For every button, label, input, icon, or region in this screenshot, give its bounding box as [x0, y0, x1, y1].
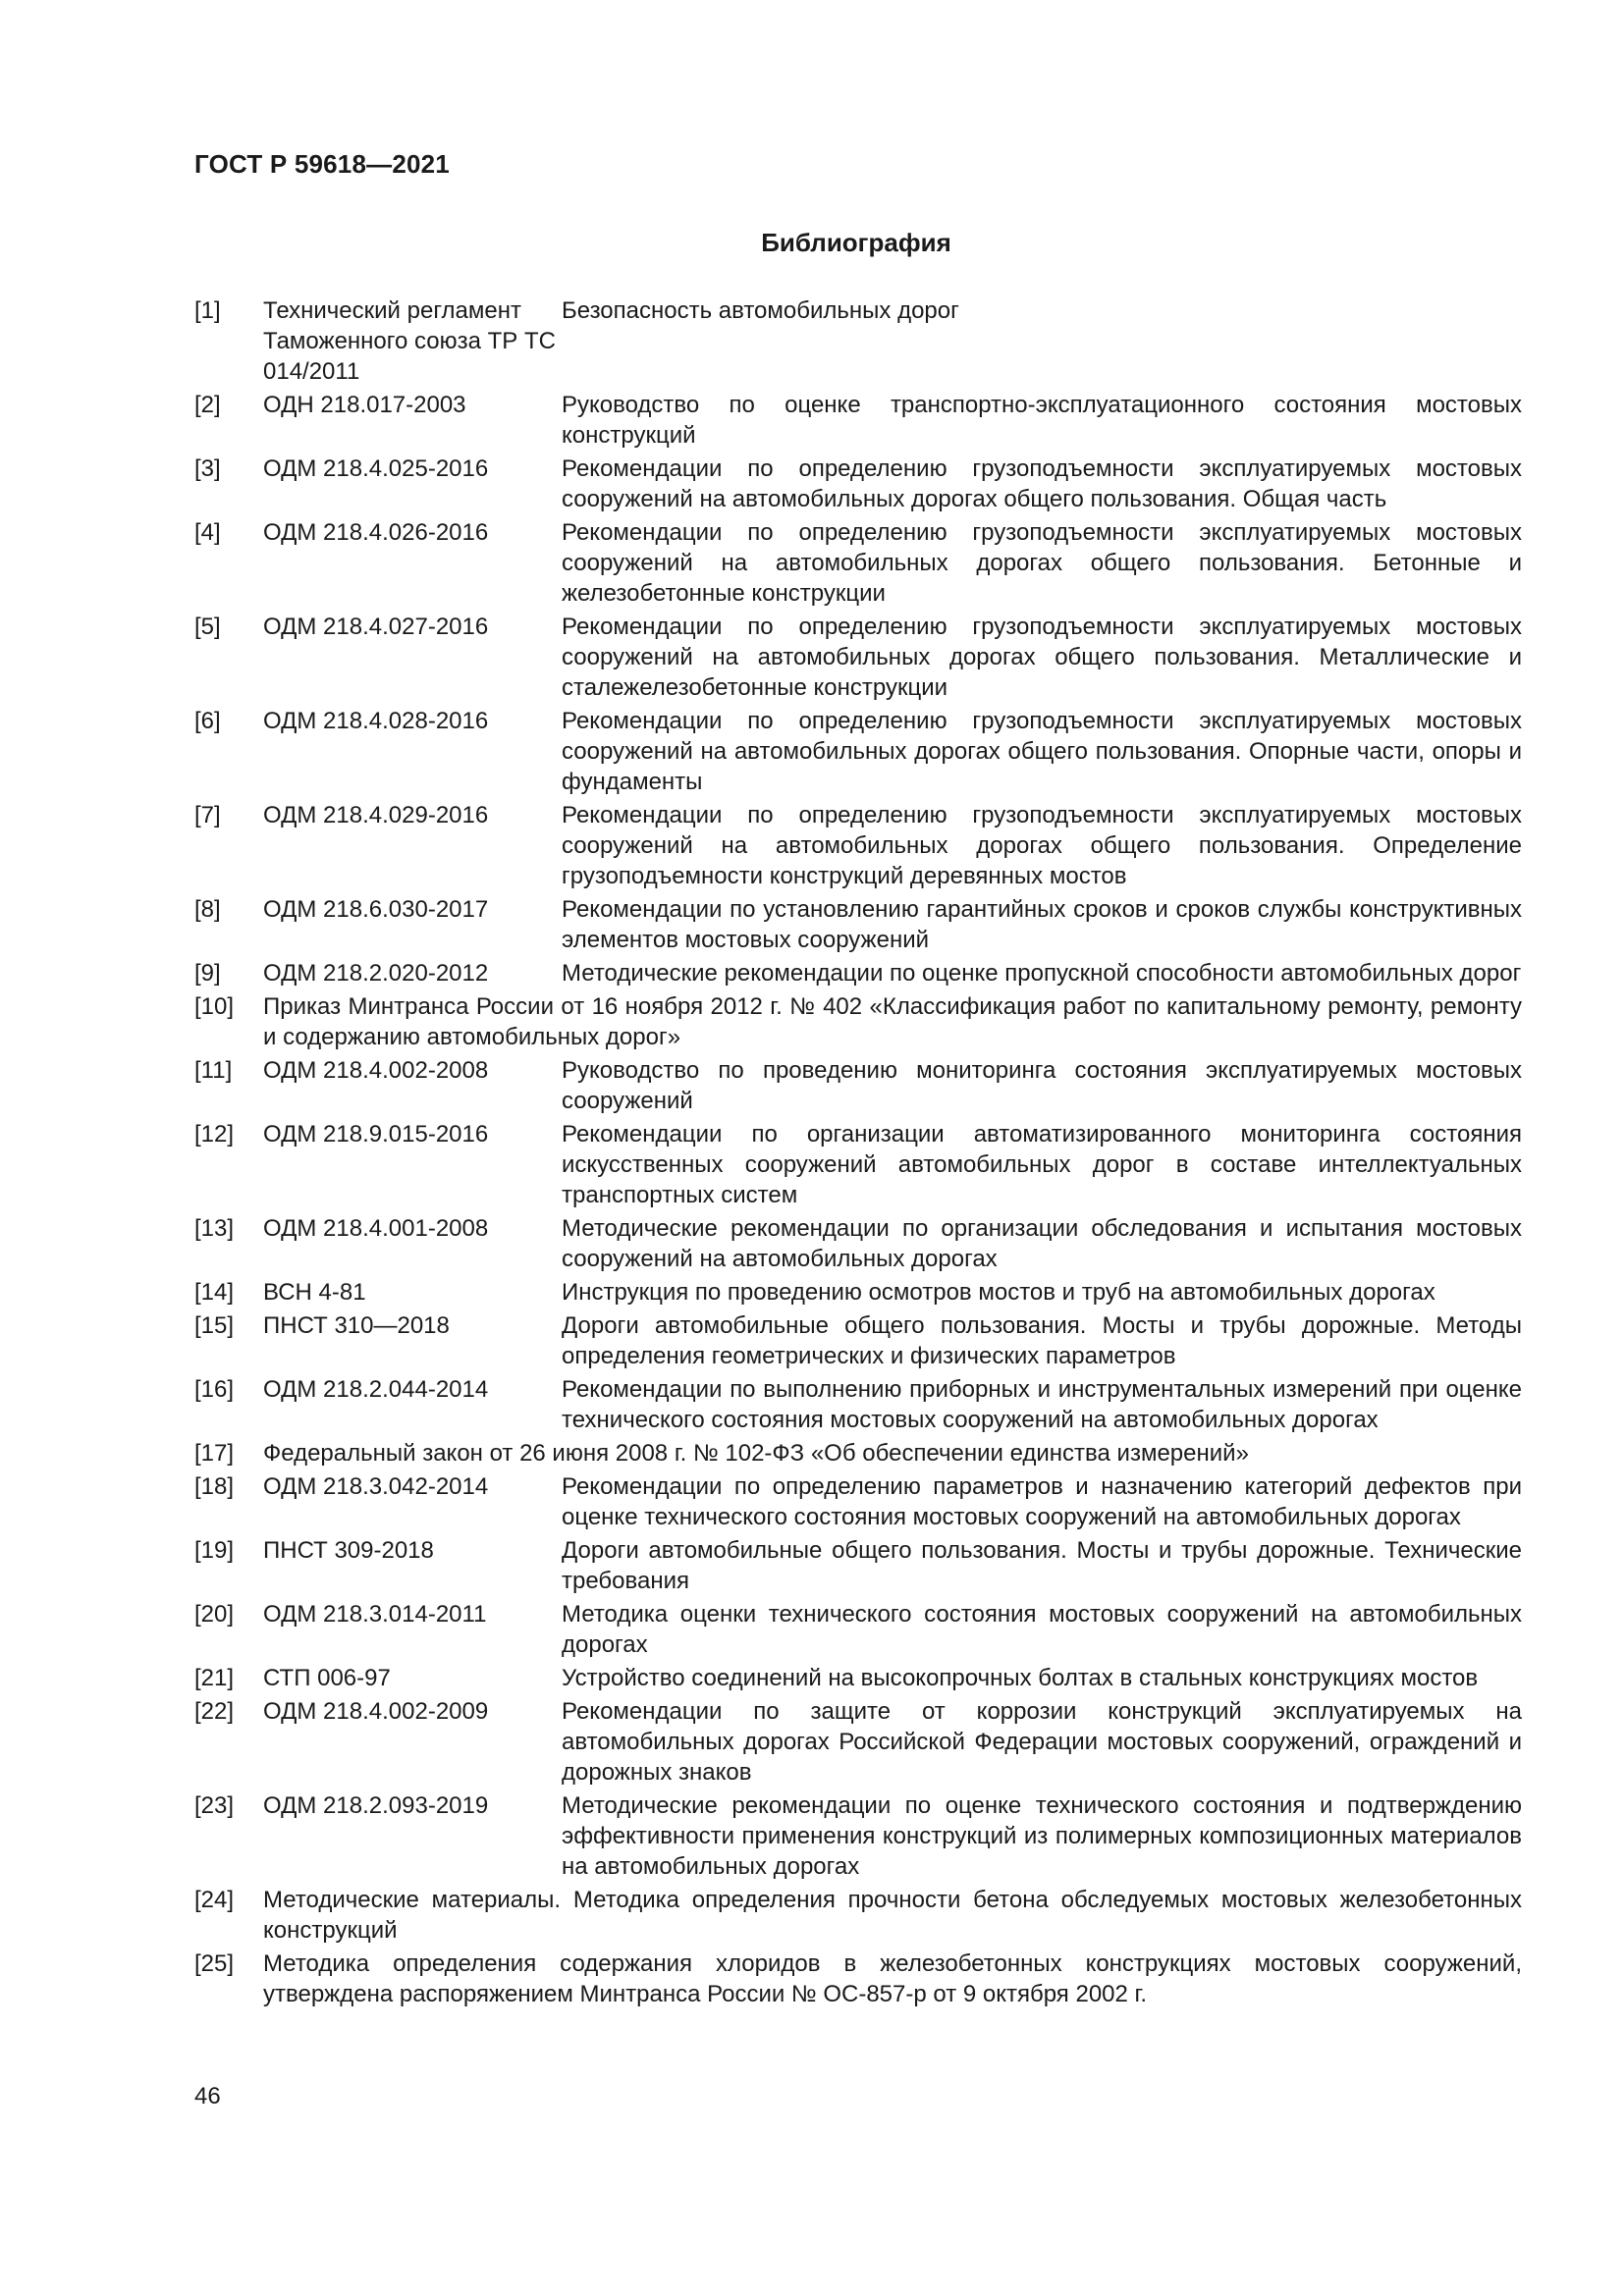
entry-text: Федеральный закон от 26 июня 2008 г. № 102-ФЗ «Об обеспечении единства измерений»: [263, 1440, 1249, 1467]
entry-number: [6]: [194, 708, 221, 734]
entry-number: [4]: [194, 519, 221, 546]
bibliography-entry: [194, 1790, 1522, 1882]
entry-text: Методика определения содержания хлоридов в железобетонных конструкциях мостовых сооружений, утверждена распоряжением Минтранса России № ОС-857-р от 9 октября 2002 г.: [263, 1950, 1522, 2007]
bibliography-entry: [194, 1696, 1522, 1788]
entry-title: Рекомендации по определению грузоподъемности эксплуатируемых мостовых сооружений на автомобильных дорогах общего пользования. Определение грузоподъемности конструкций деревянных мостов: [562, 802, 1522, 889]
entry-text: Методические материалы. Методика определения прочности бетона обследуемых мостовых железобетонных конструкций: [263, 1887, 1522, 1944]
bibliography-entry: [194, 1599, 1522, 1660]
bibliography-entry: [194, 1213, 1522, 1274]
entry-title: Рекомендации по определению грузоподъемности эксплуатируемых мостовых сооружений на автомобильных дорогах общего пользования. Бетонные и железобетонные конструкции: [562, 519, 1522, 607]
entry-number: [10]: [194, 993, 235, 1020]
entry-designation: ОДМ 218.4.027-2016: [263, 614, 489, 640]
entry-designation: СТП 006-97: [263, 1665, 391, 1691]
entry-title: Рекомендации по определению грузоподъемности эксплуатируемых мостовых сооружений на автомобильных дорогах общего пользования. Общая часть: [562, 455, 1522, 512]
entry-title: Рекомендации по определению грузоподъемности эксплуатируемых мостовых сооружений на автомобильных дорогах общего пользования. Опорные части, опоры и фундаменты: [562, 708, 1522, 795]
entry-number: [3]: [194, 455, 221, 482]
entry-designation: ОДМ 218.4.025-2016: [263, 455, 489, 482]
entry-number: [18]: [194, 1473, 235, 1500]
entry-number: [21]: [194, 1665, 235, 1691]
entry-designation: ОДМ 218.4.026-2016: [263, 519, 489, 546]
entry-title: Руководство по проведению мониторинга состояния эксплуатируемых мостовых сооружений: [562, 1057, 1522, 1114]
entry-title: Методические рекомендации по организации обследования и испытания мостовых сооружений на автомобильных дорогах: [562, 1215, 1522, 1272]
entry-title: Дороги автомобильные общего пользования. Мосты и трубы дорожные. Технические требования: [562, 1537, 1522, 1594]
bibliography-entry: [194, 1119, 1522, 1210]
entry-number: [8]: [194, 896, 221, 923]
bibliography-entry: [194, 958, 1522, 988]
entry-number: [24]: [194, 1887, 235, 1913]
bibliography-entry: [194, 991, 1522, 1052]
bibliography-entry: [194, 1310, 1522, 1371]
entry-number: [17]: [194, 1440, 235, 1467]
entry-number: [11]: [194, 1057, 233, 1084]
entry-designation: ОДМ 218.2.020-2012: [263, 960, 489, 987]
bibliography-entry: [194, 612, 1522, 703]
entry-title: Рекомендации по определению параметров и назначению категорий дефектов при оценке технического состояния мостовых сооружений на автомобильных дорогах: [562, 1473, 1522, 1530]
entry-title: Инструкция по проведению осмотров мостов и труб на автомобильных дорогах: [562, 1279, 1435, 1306]
bibliography-entry: [194, 1949, 1522, 2009]
entry-number: [25]: [194, 1950, 235, 1977]
entry-designation: ОДМ 218.4.028-2016: [263, 708, 489, 734]
page-number: 46: [194, 2083, 221, 2109]
entry-title: Руководство по оценке транспортно-эксплуатационного состояния мостовых конструкций: [562, 392, 1522, 449]
bibliography-entry: [194, 1885, 1522, 1946]
document-code: ГОСТ Р 59618—2021: [194, 149, 450, 179]
entry-title: Дороги автомобильные общего пользования. Мосты и трубы дорожные. Методы определения геометрических и физических параметров: [562, 1312, 1522, 1369]
bibliography-entry: [194, 390, 1522, 451]
entry-designation: ОДМ 218.4.001-2008: [263, 1215, 489, 1242]
entry-number: [7]: [194, 802, 221, 828]
bibliography-entry: [194, 706, 1522, 797]
bibliography-list: [194, 295, 1522, 2012]
entry-designation: ОДМ 218.2.044-2014: [263, 1376, 489, 1403]
bibliography-entry: [194, 894, 1522, 955]
bibliography-entry: [194, 800, 1522, 891]
entry-title: Рекомендации по выполнению приборных и инструментальных измерений при оценке технического состояния мостовых сооружений на автомобильных дорогах: [562, 1376, 1522, 1433]
bibliography-entry: [194, 295, 1522, 387]
bibliography-entry: [194, 1438, 1522, 1468]
entry-number: [12]: [194, 1121, 235, 1148]
entry-number: [2]: [194, 392, 221, 418]
entry-number: [15]: [194, 1312, 235, 1339]
entry-designation: Технический регламент Таможенного союза ТР ТС 014/2011: [263, 297, 556, 385]
entry-title: Рекомендации по определению грузоподъемности эксплуатируемых мостовых сооружений на автомобильных дорогах общего пользования. Металлические и сталежелезобетонные конструкции: [562, 614, 1522, 701]
bibliography-entry: [194, 1055, 1522, 1116]
entry-number: [14]: [194, 1279, 235, 1306]
bibliography-entry: [194, 517, 1522, 609]
entry-title: Рекомендации по установлению гарантийных сроков и сроков службы конструктивных элементов мостовых сооружений: [562, 896, 1522, 953]
bibliography-entry: [194, 1663, 1522, 1693]
bibliography-entry: [194, 1277, 1522, 1308]
entry-designation: ОДМ 218.3.014-2011: [263, 1601, 487, 1628]
entry-title: Методические рекомендации по оценке технического состояния и подтверждению эффективности применения конструкций из полимерных композиционных материалов на автомобильных дорогах: [562, 1792, 1522, 1880]
bibliography-entry: [194, 1535, 1522, 1596]
entry-number: [5]: [194, 614, 221, 640]
entry-title: Рекомендации по защите от коррозии конструкций эксплуатируемых на автомобильных дорогах Российской Федерации мостовых сооружений, ограждений и дорожных знаков: [562, 1698, 1522, 1786]
entry-designation: ПНСТ 309-2018: [263, 1537, 434, 1564]
entry-designation: ОДМ 218.4.002-2008: [263, 1057, 489, 1084]
entry-designation: ОДМ 218.3.042-2014: [263, 1473, 489, 1500]
bibliography-entry: [194, 1471, 1522, 1532]
entry-number: [19]: [194, 1537, 235, 1564]
section-title: Библиография: [761, 228, 951, 257]
entry-designation: ОДМ 218.9.015-2016: [263, 1121, 489, 1148]
entry-designation: ОДМ 218.4.029-2016: [263, 802, 489, 828]
entry-designation: ОДМ 218.2.093-2019: [263, 1792, 489, 1819]
entry-number: [20]: [194, 1601, 235, 1628]
entry-text: Приказ Минтранса России от 16 ноября 2012 г. № 402 «Классификация работ по капитальному ремонту, ремонту и содержанию автомобильных дорог»: [263, 993, 1522, 1050]
entry-number: [1]: [194, 297, 221, 324]
entry-designation: ОДН 218.017-2003: [263, 392, 466, 418]
entry-title: Безопасность автомобильных дорог: [562, 297, 959, 324]
entry-designation: ВСН 4-81: [263, 1279, 366, 1306]
entry-number: [13]: [194, 1215, 235, 1242]
entry-number: [9]: [194, 960, 221, 987]
entry-title: Методические рекомендации по оценке пропускной способности автомобильных дорог: [562, 960, 1522, 987]
entry-designation: ПНСТ 310—2018: [263, 1312, 450, 1339]
entry-number: [22]: [194, 1698, 235, 1725]
entry-designation: ОДМ 218.4.002-2009: [263, 1698, 489, 1725]
entry-number: [16]: [194, 1376, 235, 1403]
entry-title: Методика оценки технического состояния мостовых сооружений на автомобильных дорогах: [562, 1601, 1522, 1658]
entry-title: Устройство соединений на высокопрочных болтах в стальных конструкциях мостов: [562, 1665, 1479, 1691]
entry-title: Рекомендации по организации автоматизированного мониторинга состояния искусственных сооружений автомобильных дорог в составе интеллектуальных транспортных систем: [562, 1121, 1522, 1208]
entry-designation: ОДМ 218.6.030-2017: [263, 896, 489, 923]
bibliography-entry: [194, 1374, 1522, 1435]
bibliography-entry: [194, 454, 1522, 514]
entry-number: [23]: [194, 1792, 235, 1819]
